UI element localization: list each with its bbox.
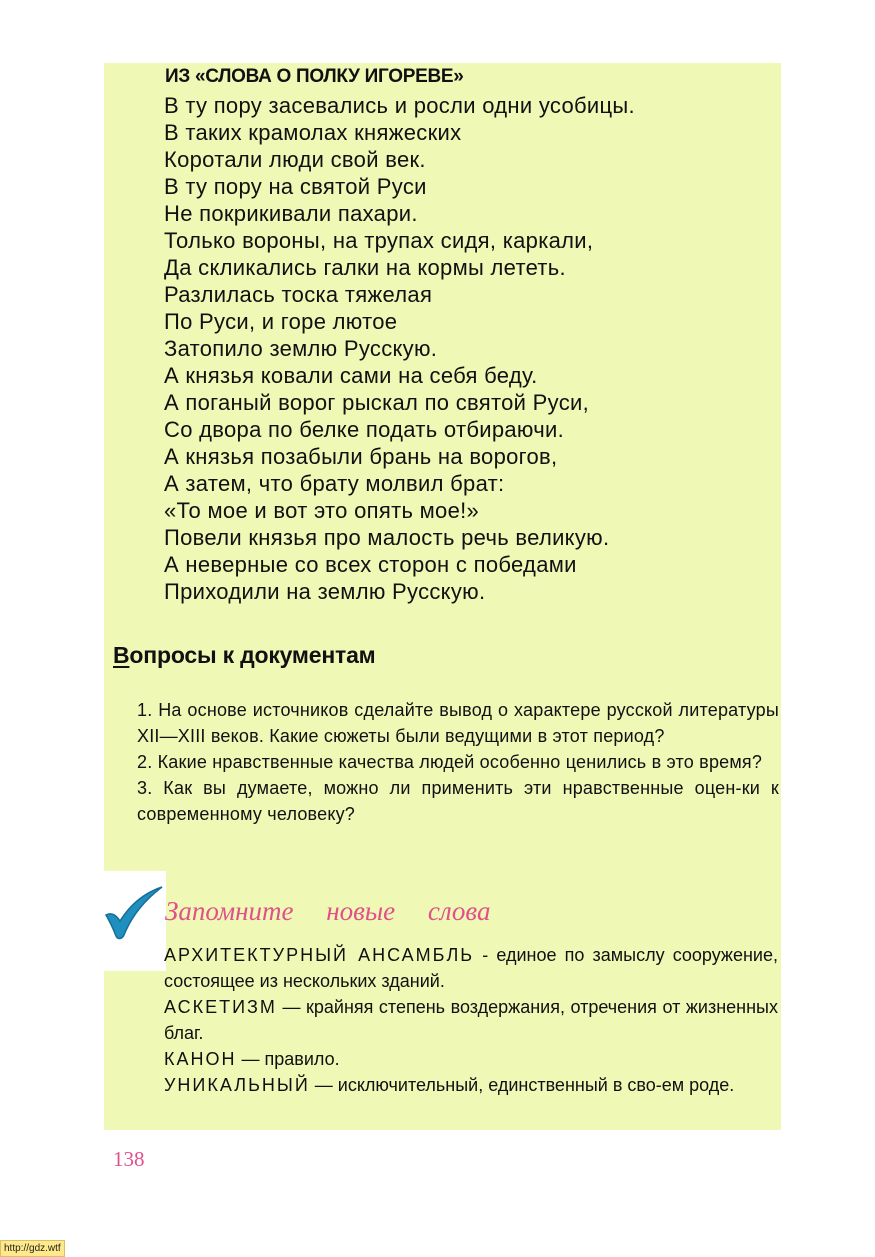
poem-line: По Руси, и горе лютое <box>164 309 398 334</box>
poem-line: Да скликались галки на кормы лететь. <box>164 255 566 280</box>
glossary-term: УНИКАЛЬНЫЙ <box>164 1075 310 1095</box>
poem-line: Затопило землю Русскую. <box>164 336 438 361</box>
poem-title: ИЗ «СЛОВА О ПОЛКУ ИГОРЕВЕ» <box>165 66 464 87</box>
poem-line: Только вороны, на трупах сидя, каркали, <box>164 228 594 253</box>
poem-line: Коротали люди свой век. <box>164 147 426 172</box>
question-item: 3. Как вы думаете, можно ли применить эти нравственные оцен-ки к современному человеку? <box>137 778 779 824</box>
poem-line: Со двора по белке подать отбираючи. <box>164 417 564 442</box>
questions-heading <box>113 642 376 669</box>
poem-line: «То мое и вот это опять мое!» <box>164 498 480 523</box>
poem-line: Разлилась тоска тяжелая <box>164 282 433 307</box>
poem-line: Приходили на землю Русскую. <box>164 579 486 604</box>
glossary-item <box>164 1072 778 1098</box>
glossary-definition: — крайняя степень воздержания, отречения от жизненных благ. <box>164 997 778 1043</box>
glossary-item <box>164 994 778 1046</box>
poem-line: А поганый ворог рыскал по святой Руси, <box>164 390 590 415</box>
question-item: 1. На основе источников сделайте вывод о характере русской литературы XII—XIII веков. Какие сюжеты были ведущими в этот период? <box>137 700 779 746</box>
glossary-term: АСКЕТИЗМ <box>164 997 277 1017</box>
poem-line: А затем, что брату молвил брат: <box>164 471 505 496</box>
questions-heading-rest: опросы к документам <box>129 642 376 668</box>
page-number: 138 <box>113 1147 145 1171</box>
question-item: 2. Какие нравственные качества людей особенно ценились в это время? <box>137 752 763 772</box>
poem-line: А князья ковали сами на себя беду. <box>164 363 538 388</box>
checkmark-icon <box>100 871 166 971</box>
poem-line: А князья позабыли брань на ворогов, <box>164 444 558 469</box>
poem-text <box>164 92 635 605</box>
glossary-heading: Запомните новые слова <box>165 896 491 926</box>
glossary-term: АРХИТЕКТУРНЫЙ АНСАМБЛЬ <box>164 945 475 965</box>
watermark-link[interactable]: http://gdz.wtf <box>0 1240 65 1257</box>
glossary-definition: - единое по замыслу сооружение, состоящее из нескольких зданий. <box>164 945 778 991</box>
questions-list <box>137 697 779 827</box>
poem-line: А неверные со всех сторон с победами <box>164 552 577 577</box>
glossary-item <box>164 1046 778 1072</box>
glossary-item <box>164 942 778 994</box>
poem-line: Не покрикивали пахари. <box>164 201 418 226</box>
poem-line: В таких крамолах княжеских <box>164 120 462 145</box>
glossary-term: КАНОН <box>164 1049 237 1069</box>
glossary-definition: — исключительный, единственный в сво-ем роде. <box>309 1075 735 1095</box>
poem-line: В ту пору на святой Руси <box>164 174 427 199</box>
questions-heading-initial: В <box>113 642 130 668</box>
glossary-list <box>164 942 778 1098</box>
glossary-definition: — правило. <box>236 1049 340 1069</box>
poem-line: Повели князья про малость речь великую. <box>164 525 610 550</box>
poem-line: В ту пору засевались и росли одни усобицы. <box>164 93 635 118</box>
